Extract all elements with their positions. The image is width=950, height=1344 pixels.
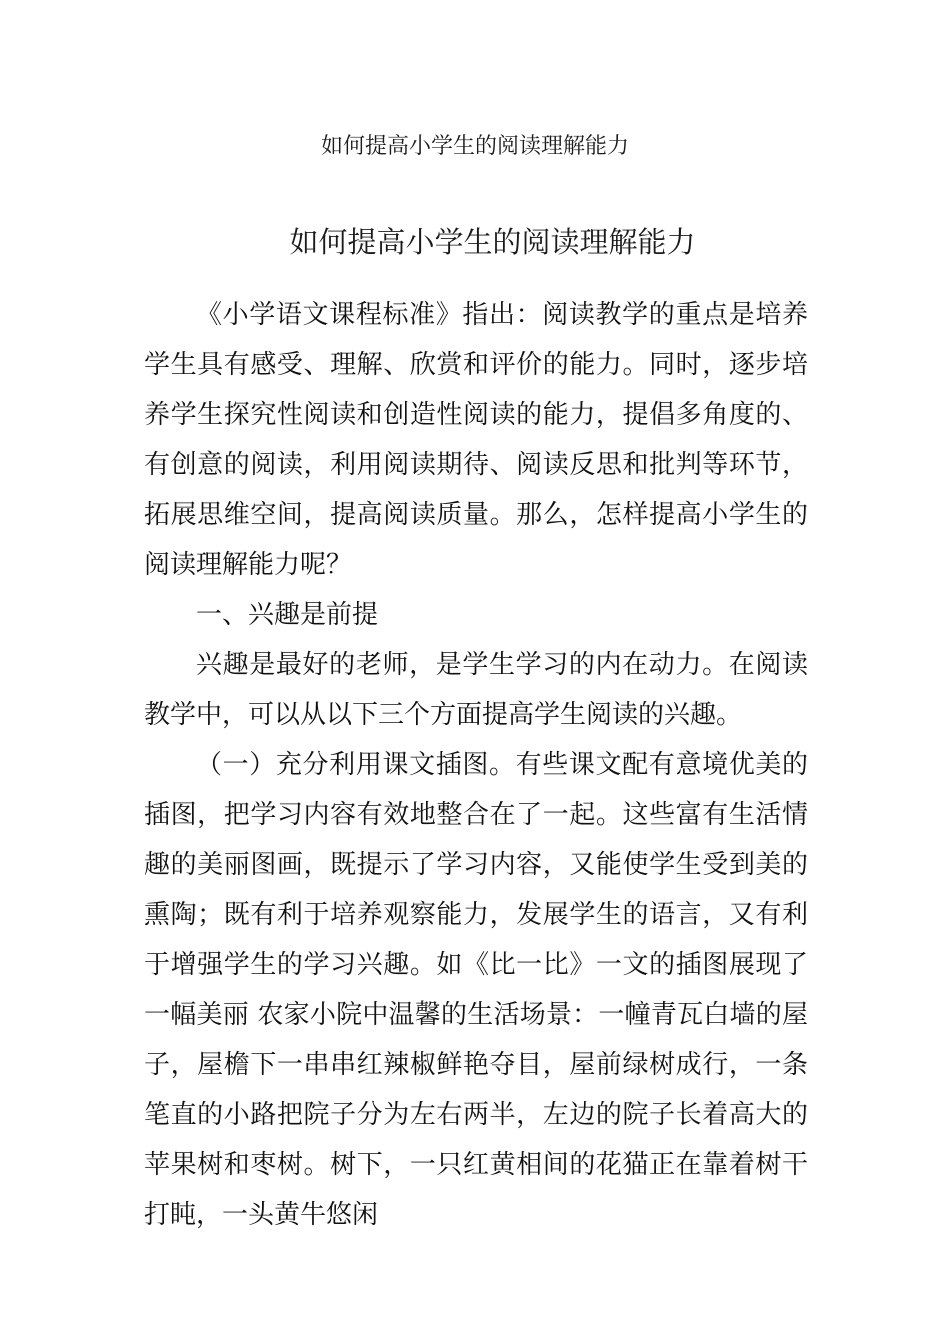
- paragraph-illustrations: （一）充分利用课文插图。有些课文配有意境优美的插图，把学习内容有效地整合在了一起。这些富有生活情趣的美丽图画，既提示了学习内容，又能使学生受到美的熏陶；既有利于培养观察能力，发展学生的语言，又有利于增强学生的学习兴趣。如《比一比》一文的插图展现了一幅美丽 农家小院中温馨的生活场景：一幢青瓦白墙的屋子，屋檐下一串串红辣椒鲜艳夺目，屋前绿树成行，一条笔直的小路把院子分为左右两半，左边的院子长着高大的苹果树和枣树。树下，一只红黄相间的花猫正在靠着树干打盹，一头黄牛悠闲: [144, 750, 808, 1230]
- section-heading-interest: 一、兴趣是前提: [196, 600, 379, 630]
- running-header-title: 如何提高小学生的阅读理解能力: [320, 134, 629, 159]
- document-title: 如何提高小学生的阅读理解能力: [289, 225, 696, 259]
- document-body: [144, 290, 808, 1240]
- paragraph-interest: 兴趣是最好的老师，是学生学习的内在动力。在阅读教学中，可以从以下三个方面提高学生阅读的兴趣。: [144, 650, 808, 730]
- paragraph-intro: 《小学语文课程标准》指出：阅读教学的重点是培养学生具有感受、理解、欣赏和评价的能力。同时，逐步培养学生探究性阅读和创造性阅读的能力，提倡多角度的、有创意的阅读，利用阅读期待、阅读反思和批判等环节，拓展思维空间，提高阅读质量。那么，怎样提高小学生的阅读理解能力呢？: [144, 300, 808, 580]
